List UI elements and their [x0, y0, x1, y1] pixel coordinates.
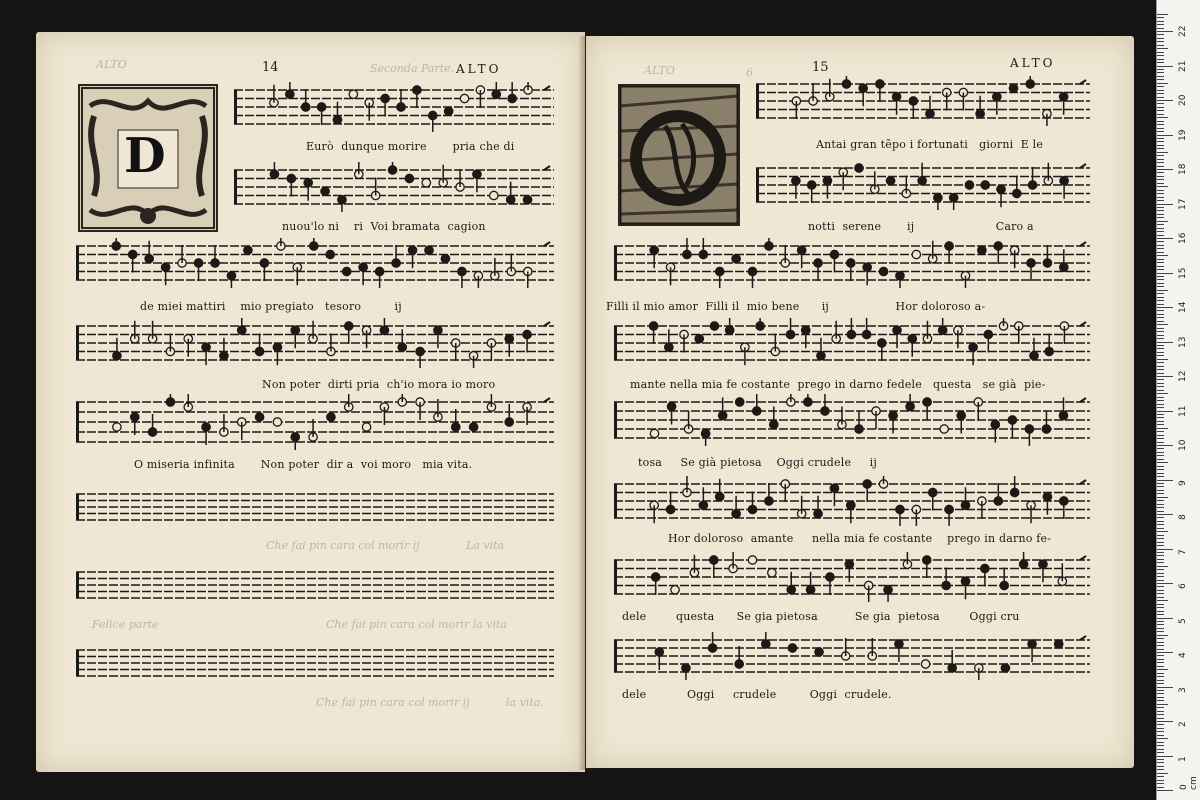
ruler-tick: [1157, 304, 1164, 305]
ruler-mark-label: 9: [1178, 479, 1188, 486]
lyric-line-1: Antai gran tẽpo i fortunati giorni E le: [816, 138, 1044, 151]
ruler-tick: [1157, 666, 1164, 667]
ruler-mark-label: 12: [1178, 370, 1188, 382]
ghost-lyric-6: la vita.: [506, 696, 544, 709]
ruler-tick: [1157, 742, 1164, 743]
ruler-tick: [1157, 286, 1164, 287]
voice-part-label: ALTO: [456, 62, 502, 76]
ruler-tick: [1157, 38, 1164, 39]
ruler-tick: [1157, 183, 1164, 184]
ruler-tick: [1157, 607, 1164, 608]
ruler-tick: [1157, 662, 1164, 663]
ruler-tick: [1157, 438, 1164, 439]
staff-5: [76, 394, 554, 450]
ruler-tick: [1157, 155, 1164, 156]
staff-3: [614, 238, 1090, 288]
ruler-tick: [1157, 421, 1164, 422]
ruler-tick: [1157, 756, 1173, 757]
ruler-tick: [1157, 259, 1164, 260]
ruler-tick: [1157, 766, 1164, 767]
ghost-lyric-1: Che fai pin cara col morir ij: [266, 539, 420, 552]
ruler-mark-label: 4: [1178, 652, 1188, 658]
ruler-tick: [1157, 321, 1164, 322]
ruler-tick: [1157, 107, 1164, 108]
ruler-tick: [1157, 362, 1164, 363]
ruler-tick: [1157, 469, 1164, 470]
ruler-tick: [1157, 697, 1164, 698]
lyric-line-4: mante nella mia fe costante prego in darno fedele questa se già pie-: [630, 378, 1046, 391]
ruler-tick: [1157, 93, 1164, 94]
ruler-tick: [1157, 573, 1164, 574]
ruler-tick: [1157, 124, 1164, 125]
ruler-tick: [1157, 110, 1164, 111]
ruler-mark-label: 14: [1178, 301, 1188, 313]
empty-staff-2: [76, 564, 554, 606]
ruler-mark-label: 11: [1178, 405, 1188, 417]
ruler-tick: [1157, 79, 1164, 80]
ruler-tick: [1157, 176, 1164, 177]
ruler-tick: [1157, 224, 1164, 225]
ruler-tick: [1157, 41, 1164, 42]
empty-staff-3: [76, 642, 554, 684]
ruler-tick: [1157, 197, 1164, 198]
ruler-tick: [1157, 769, 1164, 770]
staff-8: [614, 632, 1090, 680]
ruler-tick: [1157, 100, 1173, 101]
ruler-tick: [1157, 559, 1164, 560]
ruler-tick: [1157, 117, 1168, 118]
ruler-tick: [1157, 314, 1164, 315]
ruler-tick: [1157, 611, 1164, 612]
ruler-tick: [1157, 72, 1164, 73]
ruler-tick: [1157, 649, 1164, 650]
ghost-header-center: Seconda Parte.: [370, 62, 455, 75]
ruler-tick: [1157, 690, 1164, 691]
ruler-tick: [1157, 490, 1164, 491]
ruler-tick: [1157, 776, 1164, 777]
ruler-tick: [1157, 221, 1168, 222]
ruler-tick: [1157, 366, 1164, 367]
lyric-line-4: Non poter dirti pria ch'io mora io moro: [262, 378, 496, 391]
ruler-tick: [1157, 103, 1164, 104]
ruler-tick: [1157, 628, 1164, 629]
ruler-mark-label: 15: [1178, 267, 1188, 279]
ruler-tick: [1157, 631, 1164, 632]
ruler-tick: [1157, 593, 1164, 594]
ruler-tick: [1157, 790, 1173, 791]
staff-7: [614, 552, 1090, 602]
ruler-tick: [1157, 404, 1164, 405]
ruler-tick: [1157, 324, 1168, 325]
ruler-tick: [1157, 69, 1164, 70]
ruler-mark-label: 20: [1178, 94, 1188, 106]
ruler-tick: [1157, 162, 1164, 163]
ruler-tick: [1157, 276, 1164, 277]
ruler-tick: [1157, 328, 1164, 329]
ghost-lyric-4: Felice parte: [92, 618, 159, 631]
ruler-tick: [1157, 711, 1164, 712]
ruler-tick: [1157, 138, 1164, 139]
ruler-tick: [1157, 721, 1173, 722]
ruler-tick: [1157, 655, 1164, 656]
ruler-tick: [1157, 780, 1164, 781]
ruler-tick: [1157, 669, 1168, 670]
measurement-ruler: [1156, 0, 1200, 800]
ruler-tick: [1157, 166, 1164, 167]
ruler-tick: [1157, 66, 1173, 67]
ruler-tick: [1157, 411, 1173, 412]
ruler-tick: [1157, 141, 1164, 142]
ruler-tick: [1157, 586, 1164, 587]
ruler-tick: [1157, 235, 1164, 236]
ruler-tick: [1157, 59, 1164, 60]
ruler-tick: [1157, 297, 1164, 298]
ruler-tick: [1157, 618, 1173, 619]
ruler-tick: [1157, 700, 1164, 701]
ruler-tick: [1157, 486, 1164, 487]
ruler-tick: [1157, 255, 1168, 256]
ruler-tick: [1157, 745, 1164, 746]
lyric-line-6: Hor doloroso amante nella mia fe costante prego in darno fe-: [668, 532, 1052, 545]
ruler-tick: [1157, 269, 1164, 270]
ruler-tick: [1157, 566, 1168, 567]
initial-letter: D: [124, 128, 166, 184]
ruler-tick: [1157, 217, 1164, 218]
ruler-tick: [1157, 473, 1164, 474]
ruler-tick: [1157, 279, 1164, 280]
ruler-tick: [1157, 507, 1164, 508]
ruler-tick: [1157, 345, 1164, 346]
staff-2: [756, 160, 1090, 210]
ruler-tick: [1157, 569, 1164, 570]
ruler-tick: [1157, 735, 1164, 736]
staff-6: [614, 476, 1090, 526]
ruler-tick: [1157, 428, 1168, 429]
ruler-tick: [1157, 445, 1173, 446]
ruler-tick: [1157, 386, 1164, 387]
ruler-tick: [1157, 393, 1168, 394]
ruler-tick: [1157, 414, 1164, 415]
ruler-tick: [1157, 707, 1164, 708]
ruler-tick: [1157, 752, 1164, 753]
ruler-tick: [1157, 583, 1173, 584]
ruler-tick: [1157, 307, 1173, 308]
ruler-tick: [1157, 145, 1164, 146]
ruler-tick: [1157, 214, 1164, 215]
ruler-mark-label: 18: [1178, 163, 1188, 175]
staff-4: [614, 318, 1090, 368]
ruler-tick: [1157, 497, 1168, 498]
staff-4: [76, 318, 554, 368]
ruler-tick: [1157, 749, 1164, 750]
ruler-tick: [1157, 787, 1164, 788]
ruler-tick: [1157, 504, 1164, 505]
ruler-tick: [1157, 673, 1164, 674]
ruler-tick: [1157, 773, 1168, 774]
staff-2: [234, 162, 554, 212]
ruler-tick: [1157, 45, 1164, 46]
ruler-tick: [1157, 687, 1173, 688]
ruler-tick: [1157, 31, 1173, 32]
ruler-tick: [1157, 335, 1164, 336]
lyric-line-7: dele questa Se gia pietosa Se gia pietosa Oggi cru: [622, 610, 1020, 623]
staff-5: [614, 394, 1090, 446]
ruler-tick: [1157, 638, 1164, 639]
lyric-line-5: tosa Se già pietosa Oggi crudele ij: [638, 456, 877, 469]
ruler-tick: [1157, 52, 1164, 53]
ruler-tick: [1157, 262, 1164, 263]
ruler-tick: [1157, 352, 1164, 353]
ruler-tick: [1157, 524, 1164, 525]
ruler-tick: [1157, 131, 1164, 132]
ruler-mark-label: 16: [1178, 232, 1188, 244]
ruler-tick: [1157, 273, 1173, 274]
ruler-tick: [1157, 738, 1168, 739]
ruler-tick: [1157, 424, 1164, 425]
ruler-tick: [1157, 290, 1168, 291]
ruler-tick: [1157, 680, 1164, 681]
ruler-tick: [1157, 338, 1164, 339]
ruler-tick: [1157, 614, 1164, 615]
lyric-line-1: Eurò dunque morire pria che di: [306, 140, 515, 153]
right-page: [586, 36, 1134, 768]
ruler-tick: [1157, 28, 1164, 29]
lyric-line-3: Filli il mio amor Filli il mio bene ij Hor doloroso a-: [606, 300, 986, 313]
ruler-tick: [1157, 635, 1168, 636]
decorated-initial: [78, 84, 218, 232]
ruler-tick: [1157, 48, 1168, 49]
ruler-tick: [1157, 483, 1164, 484]
voice-part-label: ALTO: [1010, 56, 1056, 70]
ruler-mark-label: 8: [1178, 514, 1188, 520]
ruler-tick: [1157, 590, 1164, 591]
ruler-tick: [1157, 24, 1164, 25]
ruler-tick: [1157, 531, 1168, 532]
ruler-tick: [1157, 379, 1164, 380]
ruler-mark-label: 1: [1178, 755, 1188, 762]
ruler-tick: [1157, 97, 1164, 98]
ruler-tick: [1157, 210, 1164, 211]
ruler-tick: [1157, 383, 1164, 384]
ruler-tick: [1157, 642, 1164, 643]
ruler-tick: [1157, 355, 1164, 356]
ruler-tick: [1157, 580, 1164, 581]
ruler-tick: [1157, 407, 1164, 408]
ruler-tick: [1157, 448, 1164, 449]
left-page: [36, 32, 585, 772]
ruler-tick: [1157, 783, 1164, 784]
ruler-tick: [1157, 359, 1168, 360]
ruler-tick: [1157, 683, 1164, 684]
ruler-tick: [1157, 331, 1164, 332]
ruler-tick: [1157, 83, 1168, 84]
ruler-tick: [1157, 317, 1164, 318]
ruler-mark-label: 6: [1178, 583, 1188, 589]
ruler-tick: [1157, 514, 1173, 515]
ruler-tick: [1157, 400, 1164, 401]
ruler-tick: [1157, 562, 1164, 563]
ruler-tick: [1157, 128, 1164, 129]
ruler-tick: [1157, 431, 1164, 432]
ruler-tick: [1157, 169, 1173, 170]
ruler-tick: [1157, 342, 1173, 343]
ghost-lyric-5: Che fai pin cara col morir ij: [316, 696, 470, 709]
ruler-tick: [1157, 17, 1164, 18]
ruler-tick: [1157, 148, 1164, 149]
ruler-tick: [1157, 369, 1164, 370]
ruler-tick: [1157, 172, 1164, 173]
ruler-unit-label: 0 cm: [1179, 776, 1199, 790]
ruler-mark-label: 21: [1178, 60, 1188, 72]
ruler-tick: [1157, 621, 1164, 622]
ruler-tick: [1157, 179, 1164, 180]
ruler-tick: [1157, 90, 1164, 91]
ruler-tick: [1157, 600, 1168, 601]
ruler-tick: [1157, 152, 1168, 153]
ruler-tick: [1157, 283, 1164, 284]
ruler-tick: [1157, 597, 1164, 598]
ruler-tick: [1157, 397, 1164, 398]
ruler-tick: [1157, 266, 1164, 267]
ruler-tick: [1157, 207, 1164, 208]
ruler-tick: [1157, 480, 1173, 481]
ruler-tick: [1157, 762, 1164, 763]
ruler-mark-label: 17: [1178, 198, 1188, 210]
ruler-tick: [1157, 462, 1168, 463]
ruler-tick: [1157, 200, 1164, 201]
ruler-tick: [1157, 452, 1164, 453]
lyric-line-3: de miei mattiri mio pregiato tesoro ij: [140, 300, 402, 313]
ruler-tick: [1157, 228, 1164, 229]
lyric-line-8: dele Oggi crudele Oggi crudele.: [622, 688, 892, 701]
ghost-header-left: ALTO: [96, 58, 127, 71]
ruler-tick: [1157, 676, 1164, 677]
ruler-tick: [1157, 549, 1173, 550]
ruler-tick: [1157, 538, 1164, 539]
ruler-mark-label: 5: [1178, 617, 1188, 624]
page-number: 14: [262, 60, 279, 75]
ruler-tick: [1157, 435, 1164, 436]
empty-staff-1: [76, 486, 554, 528]
ruler-tick: [1157, 493, 1164, 494]
ruler-tick: [1157, 624, 1164, 625]
decorated-initial: [618, 84, 740, 226]
ruler-tick: [1157, 528, 1164, 529]
page-number: 15: [812, 60, 829, 75]
ruler-tick: [1157, 576, 1164, 577]
staff-1: [234, 82, 554, 132]
lyric-line-2: notti serene ij Caro a: [808, 220, 1034, 233]
ruler-mark-label: 13: [1178, 336, 1188, 348]
ruler-tick: [1157, 645, 1164, 646]
ruler-tick: [1157, 190, 1164, 191]
ruler-tick: [1157, 714, 1164, 715]
ruler-mark-label: 10: [1178, 439, 1188, 451]
ruler-tick: [1157, 555, 1164, 556]
ruler-tick: [1157, 511, 1164, 512]
ghost-header-center: 6: [746, 66, 753, 79]
ruler-tick: [1157, 545, 1164, 546]
ruler-tick: [1157, 759, 1164, 760]
ruler-tick: [1157, 252, 1164, 253]
ruler-tick: [1157, 76, 1164, 77]
ruler-tick: [1157, 231, 1164, 232]
ruler-tick: [1157, 417, 1164, 418]
ruler-tick: [1157, 476, 1164, 477]
ruler-tick: [1157, 86, 1164, 87]
ruler-mark-label: 3: [1178, 686, 1188, 693]
ruler-tick: [1157, 724, 1164, 725]
ruler-mark-label: 19: [1178, 129, 1188, 141]
ruler-tick: [1157, 459, 1164, 460]
ruler-tick: [1157, 535, 1164, 536]
ruler-tick: [1157, 693, 1164, 694]
ruler-tick: [1157, 704, 1168, 705]
woodcut-illustration-icon: [620, 86, 738, 224]
ruler-tick: [1157, 34, 1164, 35]
ruler-tick: [1157, 455, 1164, 456]
ruler-tick: [1157, 21, 1164, 22]
ruler-tick: [1157, 293, 1164, 294]
ruler-tick: [1157, 193, 1164, 194]
ruler-tick: [1157, 159, 1164, 160]
ruler-tick: [1157, 376, 1173, 377]
ruler-mark-label: 22: [1178, 25, 1188, 37]
ruler-tick: [1157, 731, 1164, 732]
ruler-tick: [1157, 390, 1164, 391]
ruler-tick: [1157, 62, 1164, 63]
ruler-tick: [1157, 604, 1164, 605]
ruler-tick: [1157, 241, 1164, 242]
ruler-mark-label: 7: [1178, 548, 1188, 555]
ruler-tick: [1157, 728, 1164, 729]
ruler-tick: [1157, 373, 1164, 374]
ruler-tick: [1157, 500, 1164, 501]
ruler-tick: [1157, 310, 1164, 311]
ruler-tick: [1157, 14, 1168, 15]
ruler-tick: [1157, 652, 1173, 653]
ghost-header-left: ALTO: [644, 64, 675, 77]
ruler-tick: [1157, 114, 1164, 115]
ruler-mark-label: 2: [1178, 721, 1188, 727]
ruler-tick: [1157, 442, 1164, 443]
lyric-line-5: O miseria infinita Non poter dir a voi moro mia vita.: [134, 458, 473, 471]
ruler-tick: [1157, 248, 1164, 249]
ruler-tick: [1157, 186, 1168, 187]
ruler-tick: [1157, 466, 1164, 467]
ruler-tick: [1157, 542, 1164, 543]
ruler-tick: [1157, 718, 1164, 719]
ruler-tick: [1157, 659, 1164, 660]
ruler-tick: [1157, 245, 1164, 246]
lyric-line-2: nuou'lo ni ri Voi bramata cagion: [282, 220, 486, 233]
ruler-tick: [1157, 135, 1173, 136]
staff-3: [76, 238, 554, 288]
ruler-tick: [1157, 348, 1164, 349]
ghost-lyric-2: La vita: [466, 539, 505, 552]
ruler-tick: [1157, 55, 1164, 56]
ruler-tick: [1157, 521, 1164, 522]
ruler-tick: [1157, 238, 1173, 239]
staff-1: [756, 76, 1090, 126]
ghost-lyric-3: Che fai pin cara col morir la vita: [326, 618, 507, 631]
ruler-tick: [1157, 204, 1173, 205]
ruler-tick: [1157, 517, 1164, 518]
ruler-tick: [1157, 121, 1164, 122]
ruler-tick: [1157, 300, 1164, 301]
ruler-tick: [1157, 552, 1164, 553]
